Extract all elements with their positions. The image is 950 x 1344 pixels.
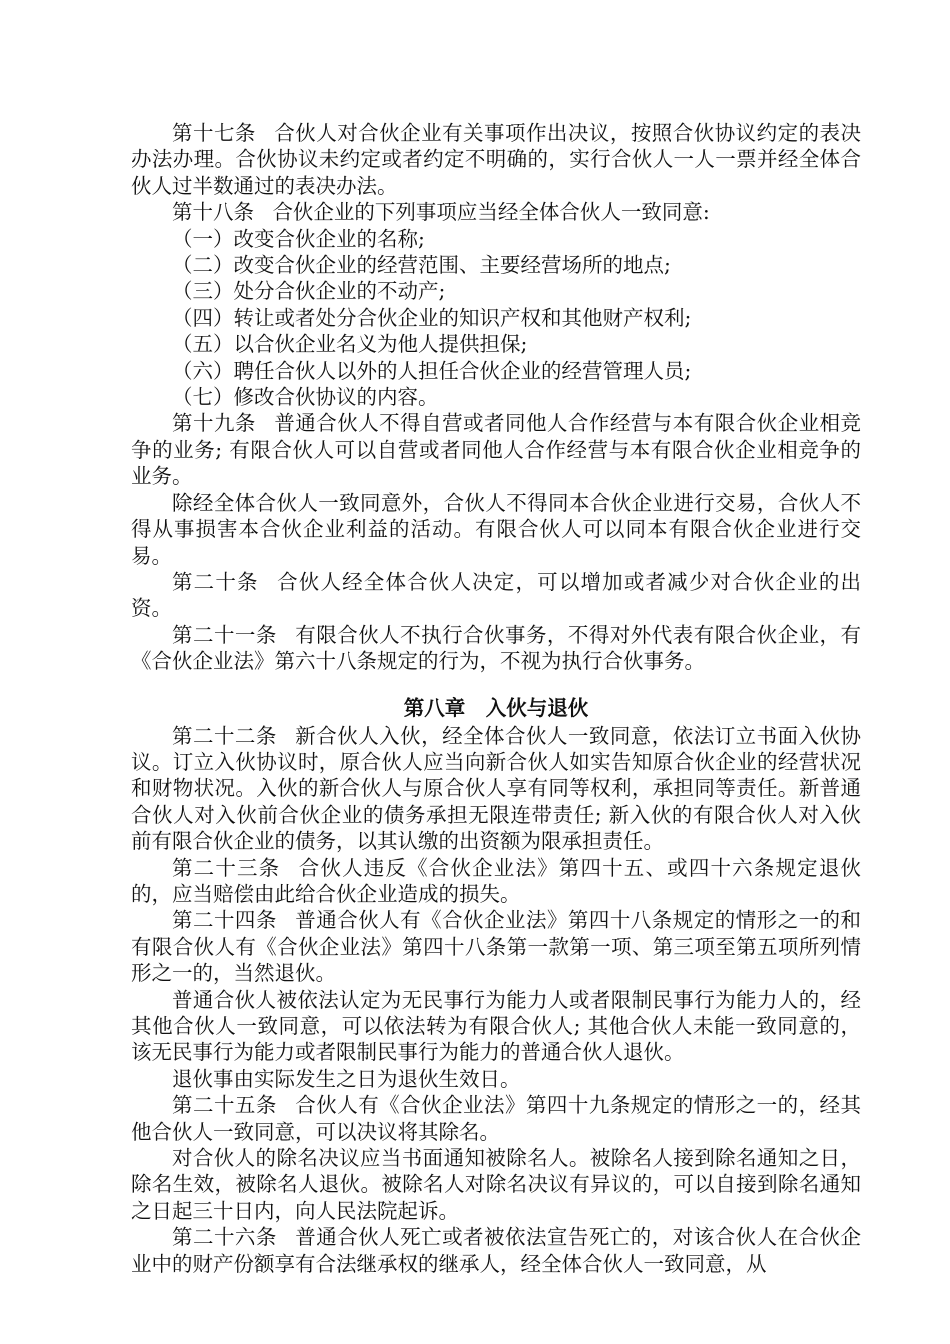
list-item: （一）改变合伙企业的名称;	[172, 226, 425, 251]
article-26	[131, 1224, 861, 1277]
list-item: （二）改变合伙企业的经营范围、主要经营场所的地点;	[172, 253, 671, 278]
article-text: 合伙人对合伙企业有关事项作出决议，按照合伙协议约定的表决办法办理。合伙协议未约定或者约定不明确的，实行合伙人一人一票并经全体合伙人过半数通过的表决办法。	[131, 121, 862, 198]
list-item: （四）转让或者处分合伙企业的知识产权和其他财产权利;	[172, 305, 692, 330]
chapter-number: 第八章	[403, 695, 466, 720]
article-label: 第十七条	[172, 121, 256, 145]
article-text: 普通合伙人不得自营或者同他人合作经营与本有限合伙企业相竞争的业务; 有限合伙人可以自营或者同他人合作经营与本有限合伙企业相竞争的业务。	[131, 411, 862, 489]
article-label: 第二十一条	[172, 622, 277, 647]
article-20	[131, 569, 861, 622]
article-label: 第十八条	[172, 200, 254, 225]
article-text: 合伙人违反《合伙企业法》第四十五、或四十六条规定退伙的，应当赔偿由此给合伙企业造成的损失。	[131, 855, 861, 906]
article-text: 合伙企业的下列事项应当经全体合伙人一致同意:	[272, 200, 710, 225]
article-label: 第二十条	[172, 569, 259, 594]
list-item: （六）聘任合伙人以外的人担任合伙企业的经营管理人员;	[172, 358, 692, 383]
article-23	[131, 855, 861, 908]
article-text: 普通合伙人被依法认定为无民事行为能力人或者限制民事行为能力人的，经其他合伙人一致同意，可以依法转为有限合伙人; 其他合伙人未能一致同意的，该无民事行为能力或者限制民事行为能力的普通合伙人退伙。	[131, 987, 861, 1065]
article-text: 合伙人经全体合伙人决定，可以增加或者减少对合伙企业的出资。	[131, 569, 862, 621]
article-label: 第二十二条	[172, 723, 277, 748]
article-label: 第十九条	[172, 411, 256, 436]
article-text: 有限合伙人不执行合伙事务，不得对外代表有限合伙企业，有《合伙企业法》第六十八条规定的行为，不视为执行合伙事务。	[131, 622, 862, 674]
article-text: 退伙事由实际发生之日为退伙生效日。	[172, 1066, 521, 1091]
article-17	[131, 120, 861, 199]
article-24-paragraph-3	[131, 1066, 861, 1092]
article-label: 第二十三条	[172, 855, 281, 880]
article-19-paragraph-2	[131, 490, 861, 569]
article-24	[131, 907, 861, 986]
chapter-title: 入伙与退伙	[485, 695, 589, 720]
article-text: 除经全体合伙人一致同意外，合伙人不得同本合伙企业进行交易，合伙人不得从事损害本合伙企业利益的活动。有限合伙人可以同本有限合伙企业进行交易。	[131, 490, 861, 568]
article-label: 第二十六条	[172, 1225, 277, 1250]
article-19	[131, 410, 861, 489]
list-item: （七）修改合伙协议的内容。	[172, 385, 439, 410]
article-label: 第二十四条	[172, 908, 277, 933]
article-text: 新合伙人入伙，经全体合伙人一致同意，依法订立书面入伙协议。订立入伙协议时，原合伙人应当向新合伙人如实告知原合伙企业的经营状况和财物状况。入伙的新合伙人与原合伙人享有同等权利，承担同等责任。新普通合伙人对入伙前合伙企业的债务承担无限连带责任; 新入伙的有限合伙人对入伙前有限合伙企业的债务，以其认缴的出资额为限承担责任。	[131, 723, 862, 854]
article-25-paragraph-2	[131, 1145, 861, 1224]
article-text: 合伙人有《合伙企业法》第四十九条规定的情形之一的，经其他合伙人一致同意，可以决议将其除名。	[131, 1093, 862, 1144]
article-label: 第二十五条	[172, 1093, 277, 1118]
article-text: 对合伙人的除名决议应当书面通知被除名人。被除名人接到除名通知之日，除名生效，被除名人退伙。被除名人对除名决议有异议的，可以自接到除名通知之日起三十日内，向人民法院起诉。	[131, 1146, 861, 1223]
article-21	[131, 622, 861, 675]
article-25	[131, 1092, 861, 1145]
document-page	[131, 120, 861, 1277]
list-item: （三）处分合伙企业的不动产;	[172, 279, 446, 304]
list-item: （五）以合伙企业名义为他人提供担保;	[172, 332, 528, 357]
article-text: 普通合伙人有《合伙企业法》第四十八条规定的情形之一的和有限合伙人有《合伙企业法》第四十八条第一款第一项、第三项至第五项所列情形之一的，当然退伙。	[131, 908, 862, 986]
article-text: 普通合伙人死亡或者被依法宣告死亡的，对该合伙人在合伙企业中的财产份额享有合法继承权的继承人，经全体合伙人一致同意，从	[131, 1225, 862, 1276]
chapter-heading	[131, 695, 861, 721]
article-24-paragraph-2	[131, 987, 861, 1066]
article-18	[131, 199, 861, 225]
article-22	[131, 723, 861, 855]
